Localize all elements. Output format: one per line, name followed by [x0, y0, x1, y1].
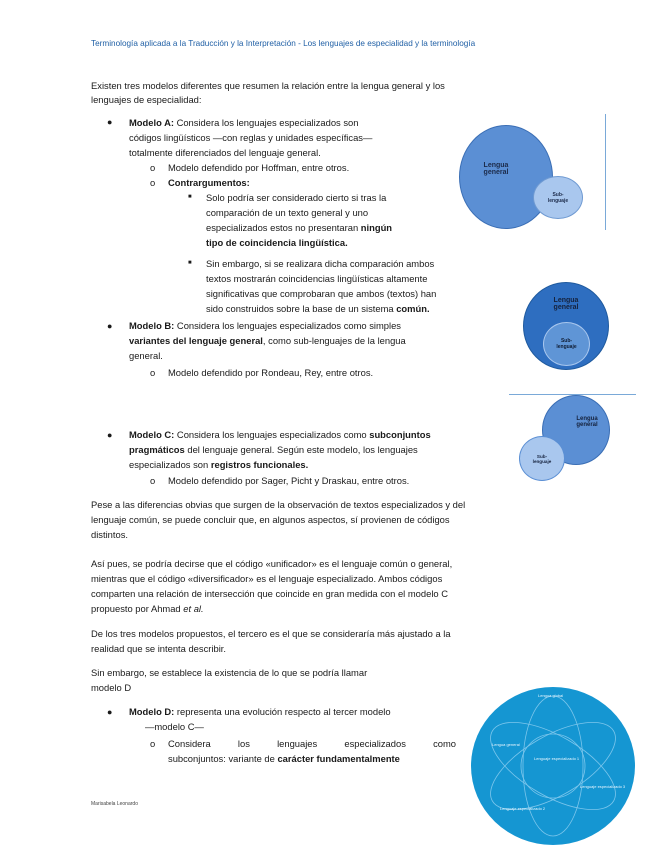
diagram-b-sub-lenguaje — [543, 322, 590, 366]
arg1-line-1: Solo podría ser considerado cierto si tras la — [206, 192, 387, 203]
arg1-bold: ningún — [360, 222, 393, 233]
square-bullet: ■ — [188, 194, 192, 200]
para-2-line-3: comparten una relación de intersección que coincide en gran medida con el modelo C — [91, 588, 448, 599]
diagram-b-small-label: Sub-lenguaje — [556, 338, 577, 350]
model-a-text: Considera los lenguajes especializados son — [176, 117, 359, 128]
arg1-line-3 — [206, 221, 392, 236]
para-1-line-1: Pese a las diferencias obvias que surgen de la observación de textos especializados y del — [91, 499, 466, 510]
model-d-sub-2 — [168, 752, 400, 767]
circle-bullet: o — [150, 162, 156, 173]
arg2-text: sido construidos sobre la base de un sistema — [206, 303, 394, 314]
model-a-line-3: totalmente diferenciados del lenguaje general. — [129, 147, 321, 158]
diagram-d-label-esp3: Lenguaje especializado 3 — [580, 784, 626, 789]
circle-bullet: o — [150, 738, 156, 749]
model-c-title: Modelo C: — [129, 429, 175, 440]
diagram-c-sub-lenguaje — [519, 436, 565, 481]
para-4-line-1: Sin embargo, se establece la existencia de lo que se podría llamar — [91, 667, 368, 678]
diagram-a-divider — [605, 114, 606, 230]
bullet-dot: ● — [107, 321, 113, 331]
model-b-text-2: , como sub-lenguajes de la lengua — [262, 335, 406, 346]
intro-line-2: lenguajes de especialidad: — [91, 94, 202, 105]
model-c-bold-1: subconjuntos — [369, 429, 431, 440]
model-b-bold: variantes del lenguaje general — [129, 335, 263, 346]
bullet-dot: ● — [107, 707, 113, 717]
model-b-line-1 — [129, 319, 401, 334]
arg1-line-4: tipo de coincidencia lingüística. — [206, 237, 348, 248]
model-b-title: Modelo B: — [129, 320, 175, 331]
arg2-line-3: significativas que comprobaran que ambos (textos) han — [206, 288, 437, 299]
para-2-line-2: mientras que el código «diversificador» es el lenguaje especializado. Ambos códigos — [91, 573, 443, 584]
diagram-a-small-label: Sub-lenguaje — [547, 191, 569, 204]
model-c-line-2 — [129, 443, 418, 458]
para-2-line-1: Así pues, se podría decirse que el código «unificador» es el lenguaje común o general, — [91, 558, 453, 569]
arg1-line-2: comparación de un texto general y uno — [206, 207, 369, 218]
model-b-sub-1: Modelo defendido por Rondeau, Rey, entre otros. — [168, 367, 374, 378]
arg2-line-4 — [206, 302, 430, 317]
circle-bullet: o — [150, 475, 156, 486]
bullet-dot: ● — [107, 430, 113, 440]
diagram-c-small-label: Sub-lenguaje — [532, 453, 552, 464]
para-2-line-4 — [91, 602, 204, 617]
model-b-text: Considera los lenguajes especializados como simples — [176, 320, 401, 331]
para-3-line-2: realidad que se intenta describir. — [91, 643, 226, 654]
model-d-text-2: subconjuntos: variante de — [168, 753, 275, 764]
model-d-text: representa una evolución respecto al tercer modelo — [176, 706, 391, 717]
diagram-a-big-label: Lengua general — [483, 162, 509, 176]
model-a-sub-1: Modelo defendido por Hoffman, entre otros. — [168, 162, 350, 173]
diagram-d — [470, 686, 636, 846]
model-a-line-2: códigos lingüísticos —con reglas y unidades específicas— — [129, 132, 373, 143]
model-b-line-2 — [129, 334, 406, 349]
diagram-b-big-label: Lengua general — [553, 297, 579, 311]
model-c-bold-2: pragmáticos — [129, 444, 185, 455]
model-c-text-2: del lenguaje general. Según este modelo, los lenguajes — [187, 444, 418, 455]
model-c-text-3: especializados son — [129, 459, 209, 470]
page-header: Terminología aplicada a la Traducción y la Interpretación - Los lenguajes de especialidad y la terminología — [91, 39, 476, 48]
para-2-italic: et al. — [183, 603, 204, 614]
circle-bullet: o — [150, 367, 156, 378]
para-3-line-1: De los tres modelos propuestos, el tercero es el que se consideraría más ajustado a la — [91, 628, 451, 639]
diagram-c-big-label: Lengua general — [576, 416, 598, 428]
diagram-d-label-esp1: Lenguaje especializado 1 — [534, 756, 580, 761]
model-c-bold-3: registros funcionales. — [210, 459, 309, 470]
model-a-sub-2: Contrargumentos: — [168, 177, 250, 188]
diagram-a-lengua-general — [459, 125, 553, 229]
arg1-text: especializados estos no presentaran — [206, 222, 359, 233]
diagram-a-sub-lenguaje — [533, 176, 583, 219]
para-1-line-3: distintos. — [91, 529, 128, 540]
diagram-d-label-esp2: Lenguaje especializado 2 — [500, 806, 546, 811]
diagram-d-label-global: Lengua global — [538, 693, 564, 698]
model-d-bold: carácter fundamentalmente — [277, 753, 400, 764]
arg2-bold: común. — [396, 303, 430, 314]
model-d-sub-1: Considera los lenguajes especializados como — [168, 738, 456, 749]
para-4-line-2: modelo D — [91, 682, 132, 693]
arg2-line-1: Sin embargo, si se realizara dicha comparación ambos — [206, 258, 435, 269]
bullet-dot: ● — [107, 117, 113, 127]
model-d-title: Modelo D: — [129, 706, 175, 717]
model-c-text: Considera los lenguajes especializados como — [176, 429, 367, 440]
model-d-line-2: —modelo C— — [145, 721, 204, 732]
circle-bullet: o — [150, 177, 156, 188]
para-2-text: propuesto por Ahmad — [91, 603, 181, 614]
model-a-title: Modelo A: — [129, 117, 174, 128]
diagram-d-label-general: Lengua general — [492, 742, 520, 747]
model-b-line-3: general. — [129, 350, 163, 361]
para-1-line-2: lenguaje común, se puede concluir que, en algunos aspectos, sí provienen de códigos — [91, 514, 450, 525]
model-c-line-3 — [129, 458, 308, 473]
model-c-line-1 — [129, 428, 431, 443]
intro-line-1: Existen tres modelos diferentes que resumen la relación entre la lengua general y los — [91, 80, 445, 91]
model-d-line-1 — [129, 705, 391, 720]
diagram-d-lengua-global-circle — [471, 687, 635, 845]
model-a-line-1 — [129, 116, 358, 131]
arg2-line-2: textos mostrarán coincidencias lingüísticas altamente — [206, 273, 428, 284]
model-c-sub-1: Modelo defendido por Sager, Picht y Draskau, entre otros. — [168, 475, 410, 486]
square-bullet: ■ — [188, 260, 192, 266]
footer-author: Marisabela Leonardo — [91, 801, 138, 807]
